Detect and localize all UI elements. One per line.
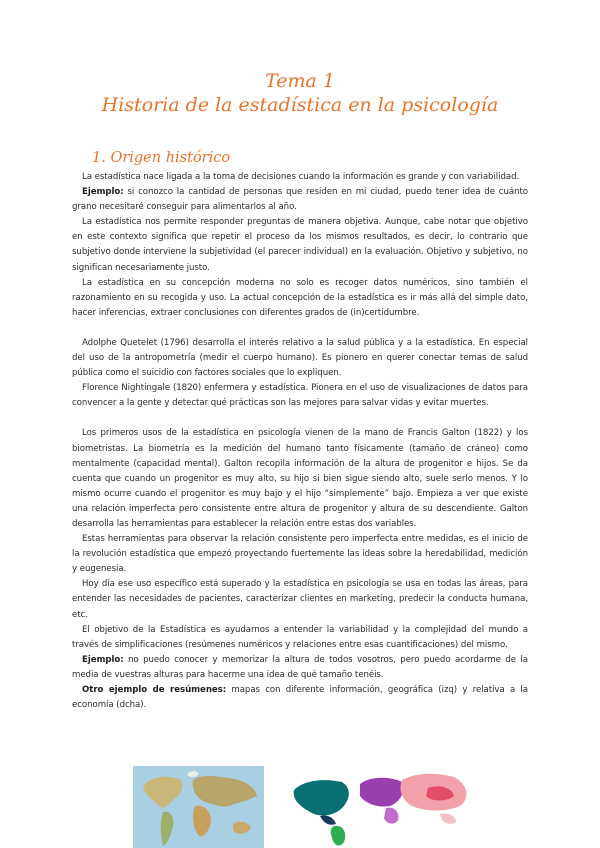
example-label-2: Ejemplo: <box>82 654 124 665</box>
paragraph-11 <box>72 653 528 683</box>
other-example-label: Otro ejemplo de resúmenes: <box>82 685 227 695</box>
geographic-world-map <box>133 766 264 848</box>
paragraph-1: La estadística nace ligada a la toma de decisiones cuando la información es grande y con variabilidad. <box>82 172 520 182</box>
paragraph-2 <box>72 185 528 215</box>
section-body <box>72 170 528 713</box>
paragraph-10: El objetivo de la Estadística es ayudarnos a entender la variabilidad y la complejidad del mundo a través de simplificaciones (resúmenes numéricos y relaciones entre esas cuantificaciones) del mismo. <box>72 624 528 650</box>
paragraph-5: Adolphe Quetelet (1796) desarrolla el interés relativo a la salud pública y a la estadística. En especial del uso de la antropometría (medir el cuerpo humano). Es pionero en querer conectar temas de salud pública como el suicidio con factores sociales que lo expliquen. <box>72 337 528 379</box>
paragraph-7: Los primeros usos de la estadística en psicología vienen de la mano de Francis Galton (1822) y los biometristas. La biometría es la medición del humano tanto físicamente (tamaño de cráneo) como mentalmente (capacidad mental). Galton recopila información de la altura de progenitor e hijos. Se da cuenta que cuando un progenitor es muy alto, su hijo si bien sigue siendo alto, suele serlo menos. Y lo mismo ocurre cuando el progenitor es muy bajo y el hijo “simplemente” bajo. Empieza a ver que existe una relación imperfecta pero consistente entre altura de progenitor y altura de su descendiente. Galton desarrolla las herramientas para establecer la relación entre estas dos variables. <box>72 428 528 529</box>
paragraph-8: Estas herramientas para observar la relación consistente pero imperfecta entre medidas, es el inicio de la revolución estadística que empezó proyectando fuertemente las ideas sobre la heredabilidad, medición y eugenesia. <box>72 534 528 575</box>
section-heading-origen: 1. Origen histórico <box>92 150 231 166</box>
maps-figure <box>0 760 600 848</box>
paragraph-4: La estadística en su concepción moderna no solo es recoger datos numéricos, sino también el razonamiento en su recogida y uso. La actual concepción de la estadística es ir más allá del simple dato, hacer inferencias, extraer conclusiones con diferentes grados de (in)certidumbre. <box>72 277 528 318</box>
paragraph-2-text: si conozco la cantidad de personas que residen en mi ciudad, puedo tener idea de cuánto grano necesitaré conseguir para alimentarlos al año. <box>72 187 528 213</box>
paragraph-6: Florence Nightingale (1820) enfermera y estadística. Pionera en el uso de visualizaciones de datos para convencer a la gente y detectar qué prácticas son las mejores para salvar vidas y evitar muertes. <box>72 383 528 409</box>
paragraph-9: Hoy día ese uso específico está superado y la estadística en psicología se usa en todas las áreas, para entender las necesidades de pacientes, caracterizar clientes en marketing, predecir la conducta humana, etc. <box>72 579 528 620</box>
paragraph-12 <box>72 683 528 713</box>
document-title-line2: Historia de la estadística en la psicología <box>101 94 499 116</box>
example-label: Ejemplo: <box>82 187 124 198</box>
document-title-line1: Tema 1 <box>265 70 335 92</box>
economic-cartogram-map <box>290 766 480 848</box>
paragraph-3: La estadística nos permite responder preguntas de manera objetiva. Aunque, cabe notar que objetivo en este contexto significa que repetir el proceso da los mismos resultados, es decir, lo contrario que subjetivo donde interviene la subjetividad (el parecer individual) en la evaluación. Objetivo y subjetivo, no significan necesariamente justo. <box>72 217 528 273</box>
paragraph-11-text: no puedo conocer y memorizar la altura de todos vosotros, pero puedo acordarme de la media de vuestras alturas para hacerme una idea de qué tamaño tenéis. <box>72 654 528 680</box>
paragraph-12-text: mapas con diferente información, geográfica (izq) y relativa a la economía (dcha). <box>72 685 528 711</box>
